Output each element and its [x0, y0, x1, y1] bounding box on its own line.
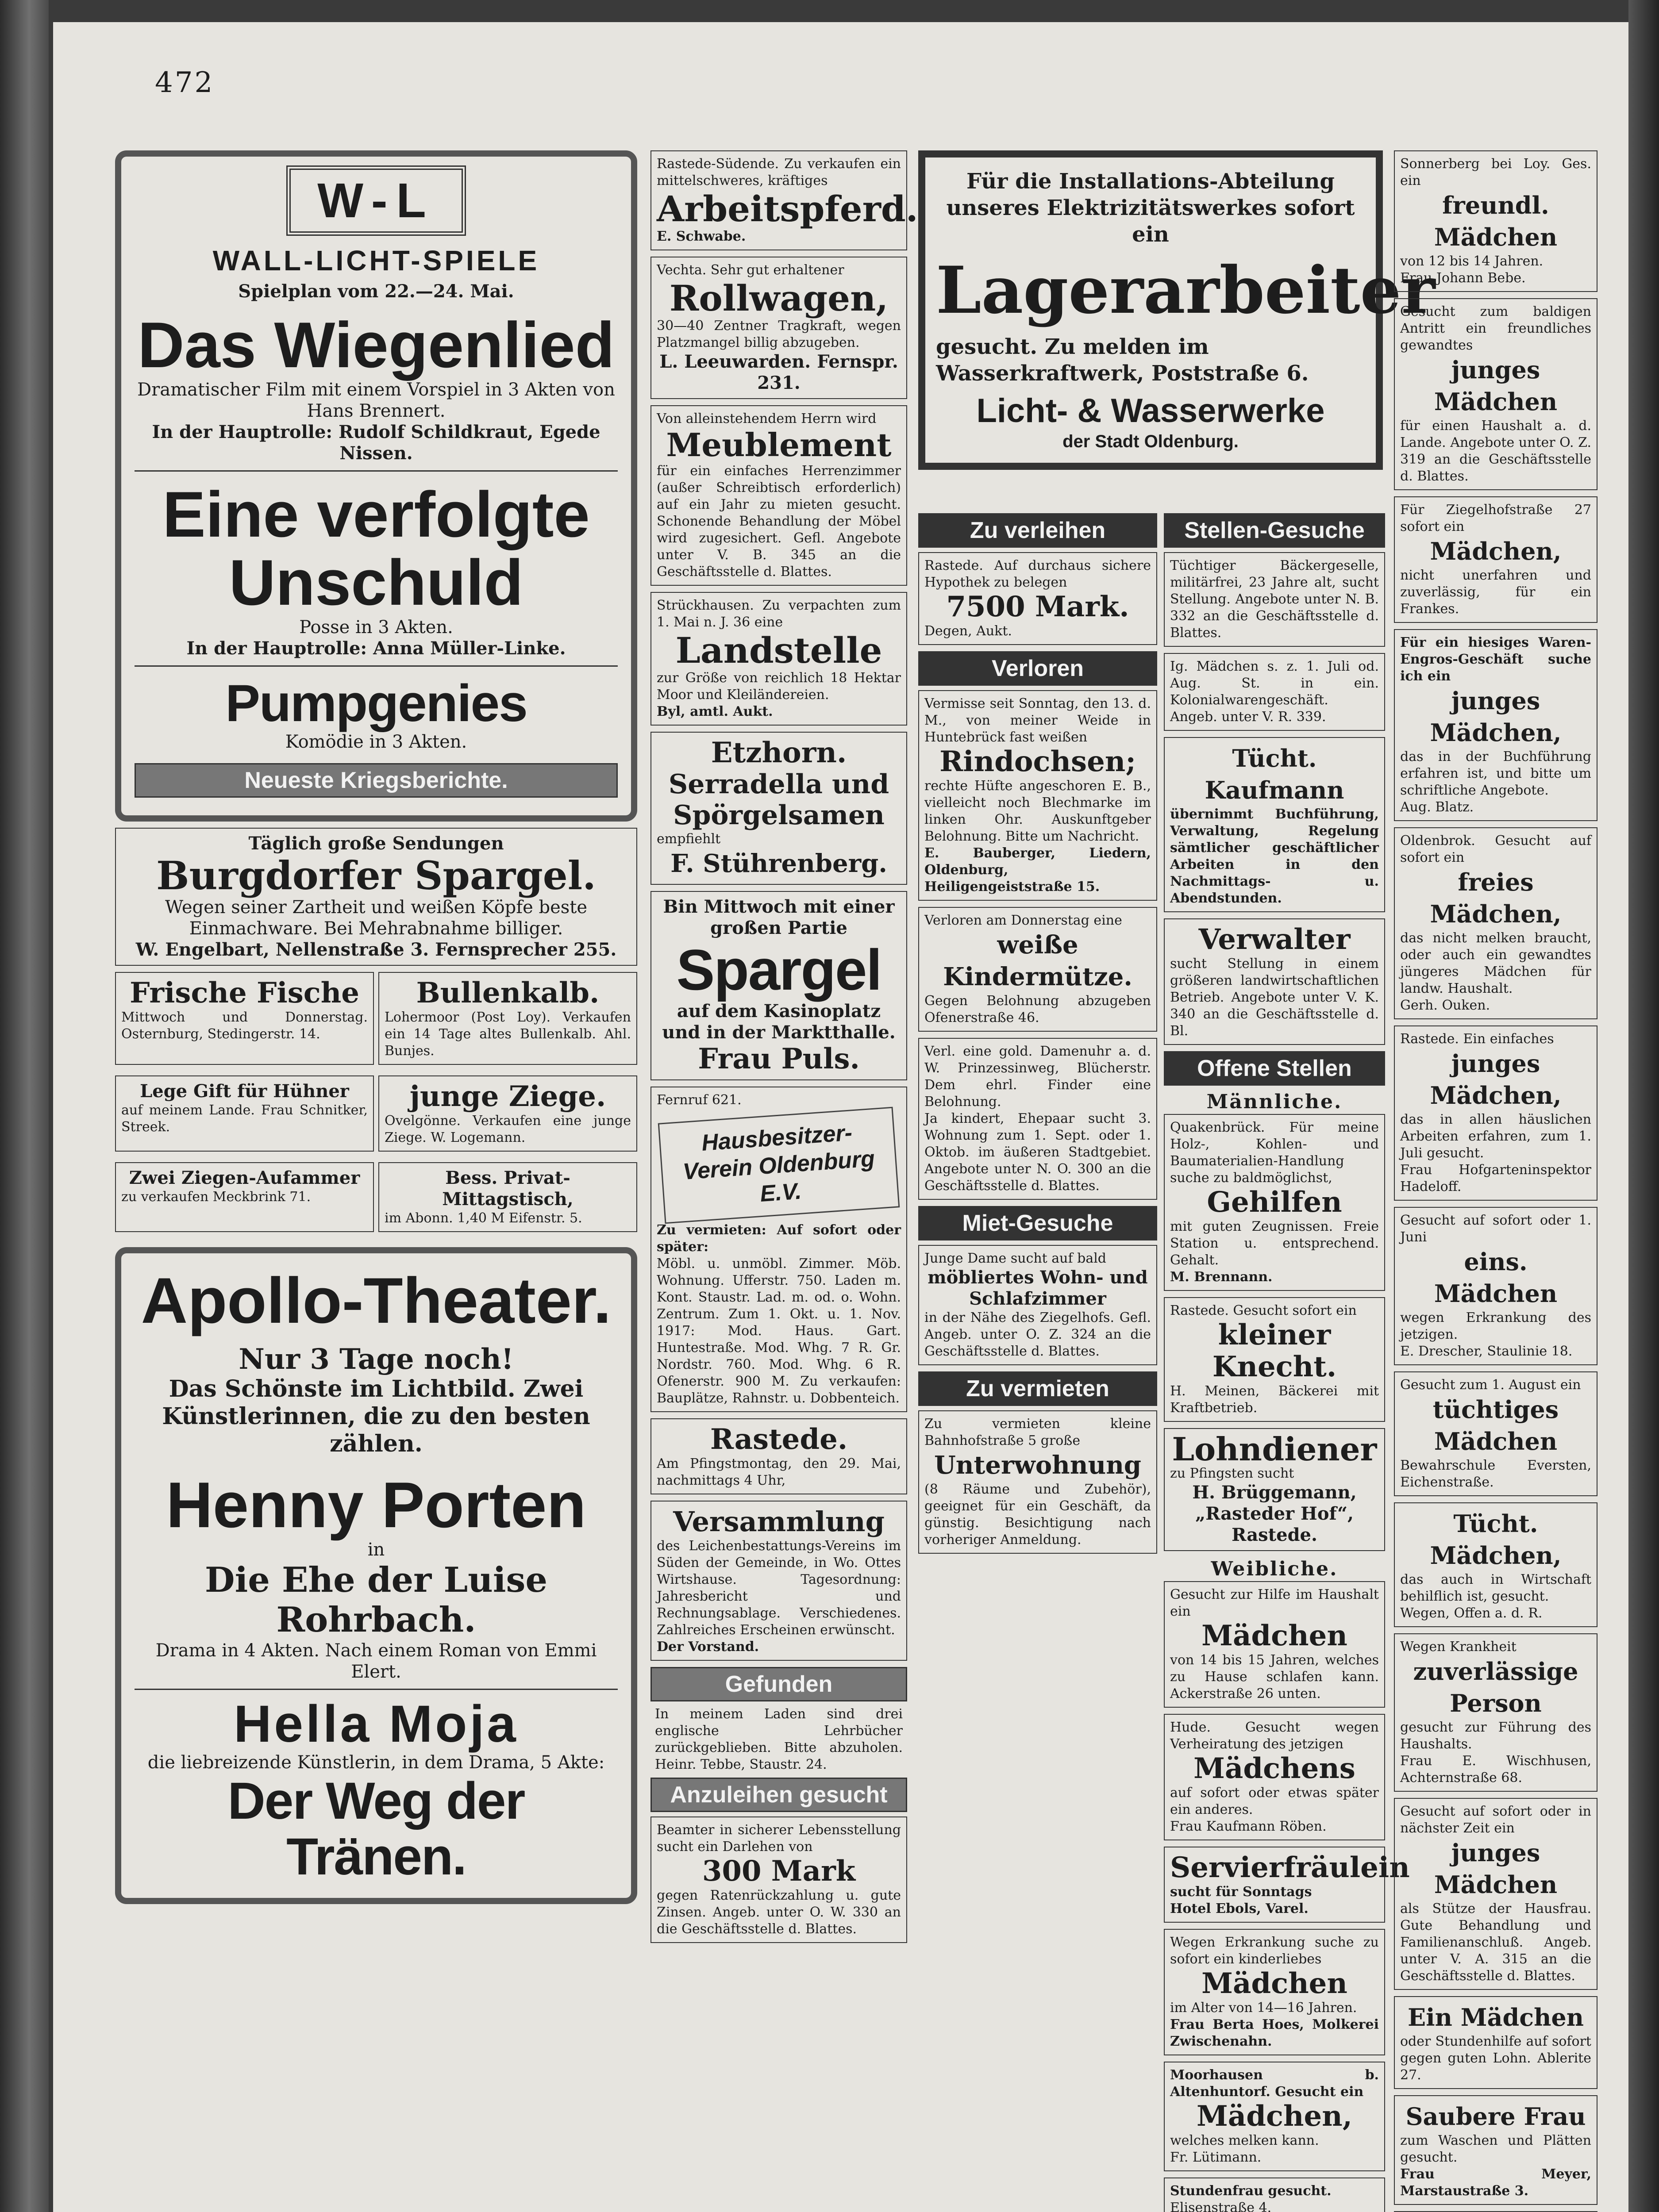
classified-ad: Junge Dame sucht auf bald möbliertes Wohn- und Schlafzimmer in der Nähe des Ziegelhofs. Gefl. Angeb. unter O. Z. 324 an die Geschäftsstelle d. Blattes. [918, 1245, 1157, 1365]
apollo-film2: Der Weg der Tränen. [227, 1772, 525, 1886]
film-cast-2: In der Hauptrolle: Anna Müller-Linke. [186, 638, 566, 659]
classified-ad: Rastede. Gesucht sofort ein kleiner Knecht. H. Meinen, Bäckerei mit Kraftbetrieb. [1164, 1297, 1385, 1422]
classified-ad: Gesucht zum 1. August ein tüchtiges Mädchen Bewahrschule Eversten, Eichenstraße. [1394, 1371, 1597, 1496]
column-1 [115, 150, 637, 2212]
banner-lend: Zu verleihen [918, 513, 1157, 548]
banner-loan: Anzuleihen gesucht [651, 1778, 907, 1812]
classified-ad: Wegen Erkrankung suche zu sofort ein kinderliebes Mädchen im Alter von 14—16 Jahren. Frau Berta Hoes, Molkerei Zwischenahn. [1164, 1929, 1385, 2055]
small-ad: Frische Fische Mittwoch und Donnerstag. Osternburg, Stedingerstr. 14. [115, 972, 374, 1065]
classified-ad: Vechta. Sehr gut erhaltener Rollwagen, 30—40 Zentner Tragkraft, wegen Platzmangel billig abzugeben. L. Leeuwarden. Fernspr. 231. [651, 257, 907, 399]
classified-ad: Hude. Gesucht wegen Verheiratung des jetzigen Mädchens auf sofort oder etwas später ein anderes. Frau Kaufmann Röben. [1164, 1714, 1385, 1840]
classified-ad: Tüchtiger Bäckergeselle, militärfrei, 23 Jahre alt, sucht Stellung. Angebote unter N. B. 332 an die Geschäftsstelle d. Blattes. [1164, 552, 1385, 647]
film-desc-3: Komödie in 3 Akten. [285, 732, 467, 752]
classified-ad: Gesucht auf sofort oder in nächster Zeit ein junges Mädchen als Stütze der Hausfrau. Gute Behandlung und Familienanschluß. Angeb. unter V. A. 315 an die Geschäftsstelle d. Blattes. [1394, 1798, 1597, 1990]
classified-ad: Stundenfrau gesucht. Elisenstraße 4. [1164, 2177, 1385, 2212]
classified-ad: Tücht. Kaufmann übernimmt Buchführung, Verwaltung, Regelung sämtlicher geschäftlicher Arbeiten in den Nachmittags- u. Abendstunden. [1164, 737, 1385, 912]
subheading-male: Männliche. [1206, 1091, 1343, 1113]
classified-ad: Gesucht zur Hilfe im Haushalt ein Mädchen von 14 bis 15 Jahren, welches zu Hause schlafen kann. Ackerstraße 26 unten. [1164, 1581, 1385, 1708]
found-text: In meinem Laden sind drei englische Lehrbücher zurückgeblieben. Bitte abzuholen. Heinr. Tebbe, Staustr. 24. [655, 1706, 903, 1772]
subheading-female: Weibliche. [1211, 1558, 1338, 1580]
classified-ad: Rastede. Ein einfaches junges Mädchen, das in allen häuslichen Arbeiten erfahren, zum 1. Juli gesucht. Frau Hofgarteninspektor Hadeloff. [1394, 1025, 1597, 1201]
classified-ad: Strückhausen. Zu verpachten zum 1. Mai n. J. 36 eine Landstelle zur Größe von reichlich 18 Hektar Moor und Kleiländereien. Byl, amtl. Aukt. [651, 592, 907, 726]
small-ad: Lege Gift für Hühner auf meinem Lande. Frau Schnitker, Streek. [115, 1075, 374, 1152]
wall-licht-spiele-ad [115, 150, 637, 822]
book-binding [0, 0, 49, 2212]
classified-ad: Zu vermieten kleine Bahnhofstraße 5 große Unterwohnung (8 Räume und Zubehör), geeignet für ein Geschäft, da günstig. Besichtigung nach vorheriger Anmeldung. [918, 1410, 1157, 1554]
classified-ad: Servierfräulein sucht für Sonntags Hotel Ebols, Varel. [1164, 1847, 1385, 1923]
classified-ad: Verloren am Donnerstag eine weiße Kindermütze. Gegen Belohnung abzugeben Ofenerstraße 46. [918, 907, 1157, 1032]
classified-ad: Gesucht zum baldigen Antritt ein freundliches gewandtes junges Mädchen für einen Haushalt a. d. Lande. Angebote unter O. Z. 319 an die Geschäftsstelle d. Blattes. [1394, 298, 1597, 490]
small-ad: junge Ziege. Ovelgönne. Verkaufen eine junge Ziege. W. Logemann. [378, 1075, 637, 1152]
small-ad: Bullenkalb. Lohermoor (Post Loy). Verkaufen ein 14 Tage altes Bullenkalb. Ahl. Bunjes. [378, 972, 637, 1065]
classified-ad: Saubere Frau zum Waschen und Plätten gesucht. Frau Meyer, Marstaustraße 3. [1394, 2095, 1597, 2205]
column-3-top [918, 150, 1436, 504]
classified-ad: Vermisse seit Sonntag, den 13. d. M., von meiner Weide in Huntebrück fast weißen Rindochsen; rechte Hüfte angeschoren E. B., vielleicht noch Blechmarke im linken Ohr. Auskunftgeber Belohnung. Bitte um Nachricht. E. Bauberger, Liedern, Oldenburg, Heiligengeiststraße 15. [918, 690, 1157, 901]
film-desc-2: Posse in 3 Akten. [299, 617, 453, 637]
page-edge [1628, 0, 1659, 2212]
classified-ad: Moorhausen b. Altenhuntorf. Gesucht ein Mädchen, welches melken kann. Fr. Lütimann. [1164, 2062, 1385, 2171]
banner-rent-wanted: Miet-Gesuche [918, 1206, 1157, 1240]
classified-ad: Lohndiener zu Pfingsten sucht H. Brüggemann, „Rasteder Hof“, Rastede. [1164, 1428, 1385, 1551]
apollo-film1-desc: Drama in 4 Akten. Nach einem Roman von Emmi Elert. [155, 1640, 597, 1682]
lagerarbeiter-ad: Für die Installations-Abteilung unseres Elektrizitätswerkes sofort ein Lagerarbeiter gesucht. Zu melden im Wasserkraftwerk, Poststraße 6. Licht- & Wasserwerke der Stadt Oldenburg. [918, 150, 1383, 470]
column-3b [1164, 509, 1410, 2212]
apollo-theater-ad [115, 1247, 637, 1904]
column-4 [1394, 150, 1597, 2212]
classified-ad: Ein Mädchen oder Stundenhilfe auf sofort gegen guten Lohn. Ablerite 27. [1394, 1996, 1597, 2089]
burgdorfer-ad [115, 828, 637, 966]
classified-ad: Verwalter sucht Stellung in einem größeren landwirtschaftlichen Betrieb. Angebote unter V. K. 340 an die Geschäftsstelle d. Bl. [1164, 918, 1385, 1045]
apollo-star2: Hella Moja [234, 1695, 519, 1753]
classified-ad: Oldenbrok. Gesucht auf sofort ein freies Mädchen, das nicht melken braucht, oder auch ein gewandtes jüngeres Mädchen für landw. Haushalt. Gerh. Ouken. [1394, 827, 1597, 1019]
banner-rent: Zu vermieten [918, 1371, 1157, 1406]
burgdorfer-title: Burgdorfer Spargel. [156, 853, 596, 899]
banner-jobs: Offene Stellen [1164, 1051, 1385, 1086]
classified-ad: Rastede-Südende. Zu verkaufen ein mittelschweres, kräftiges Arbeitspferd. E. Schwabe. [651, 150, 907, 250]
classified-ad: Verl. eine gold. Damenuhr a. d. W. Prinzessinweg, Blücherstr. Dem ehrl. Finder eine Belohnung. Ja kindert, Ehepaar sucht 3. Wohnung zum 1. Sept. oder 1. Oktob. im äußeren Stadtgebiet. Angebote unter N. O. 300 an die Geschäftsstelle d. Blattes. [918, 1038, 1157, 1200]
wl-logo: W-L [286, 165, 466, 236]
apollo-film1: Die Ehe der Luise Rohrbach. [204, 1560, 548, 1640]
film-desc-1: Dramatischer Film mit einem Vorspiel in 3 Akten von Hans Brennert. [137, 380, 615, 421]
apollo-star1: Henny Porten [166, 1469, 586, 1541]
film-title-2: Eine verfolgte Unschuld [162, 478, 590, 618]
classified-ad: Rastede. Auf durchaus sichere Hypothek zu belegen 7500 Mark. Degen, Aukt. [918, 552, 1157, 645]
burgdorfer-top: Täglich große Sendungen [248, 833, 504, 854]
classified-ad: Bin Mittwoch mit einer großen Partie Spargel auf dem Kasinoplatz und in der Marktthalle. Frau Puls. [651, 891, 907, 1080]
schedule: Spielplan vom 22.—24. Mai. [238, 281, 514, 302]
apollo-in: in [367, 1540, 385, 1560]
film-title-1: Das Wiegenlied [138, 309, 615, 381]
classified-ad: Ig. Mädchen s. z. 1. Juli od. Aug. St. in ein. Kolonialwarengeschäft. Angeb. unter V. R. 339. [1164, 653, 1385, 731]
classified-ad: Versammlung des Leichenbestattungs-Vereins im Süden der Gemeinde, in Wo. Ottes Wirtshause. Tagesordnung: Jahresbericht und Rechnungsablage. Verschiedenes. Zahlreiches Erscheinen erwünscht. Der Vorstand. [651, 1501, 907, 1661]
small-ads-grid [115, 972, 637, 1238]
banner-jobs-wanted: Stellen-Gesuche [1164, 513, 1385, 548]
apollo-star2-desc: die liebreizende Künstlerin, in dem Drama, 5 Akte: [147, 1752, 605, 1773]
hausbesitzer-verein-ad: Fernruf 621. Hausbesitzer-Verein Oldenburg E.V. Zu vermieten: Auf sofort oder später: Möbl. u. unmöbl. Zimmer. Möb. Wohnung. Ufferstr. 750. Laden m. Kont. Staustr. Lad. m. od. o. Wohn. Zentrum. Zum 1. Okt. u. 1. Nov. 1917: Mod. Haus. Gart. Huntestraße. Mod. Whg. 7 R. Gr. Nordstr. 760. Mod. Whg. 6 R. Ofenerstr. 900 M. Zu verkaufen: Bauplätze, Rahnstr. u. Dobbenteich. [651, 1087, 907, 1412]
hausbesitzer-logo: Hausbesitzer-Verein Oldenburg E.V. [658, 1107, 900, 1224]
column-3a [918, 509, 1157, 2212]
apollo-line1: Nur 3 Tage noch! [239, 1343, 514, 1376]
classified-ad: Sonnerberg bei Loy. Ges. ein freundl. Mädchen von 12 bis 14 Jahren. Frau Johann Bebe. [1394, 150, 1597, 292]
cinema-name: WALL-LICHT-SPIELE [212, 245, 540, 276]
news-footer: Neueste Kriegsberichte. [135, 763, 618, 798]
classified-ad: Für ein hiesiges Waren-Engros-Geschäft suche ich ein junges Mädchen, das in der Buchführung erfahren ist, und bitte um schriftliche Angebote. Aug. Blatz. [1394, 629, 1597, 821]
film-title-3: Pumpgenies [225, 674, 527, 733]
burgdorfer-contact: W. Engelbart, Nellenstraße 3. Fernsprecher 255. [135, 939, 617, 960]
classified-ad: Von alleinstehendem Herrn wird Meublement für ein einfaches Herrenzimmer (außer Schreibtisch erforderlich) auf ein Jahr zu mieten gesucht. Schonende Behandlung der Möbel wird zugesichert. Gefl. Angebote unter V. B. 345 an die Geschäftsstelle d. Blattes. [651, 405, 907, 586]
classified-ad: Wegen Krankheit zuverlässige Person gesucht zur Führung des Haushalts. Frau E. Wischhusen, Achternstraße 68. [1394, 1633, 1597, 1792]
burgdorfer-text: Wegen seiner Zartheit und weißen Köpfe beste Einmachware. Bei Mehrabnahme billiger. [165, 897, 588, 939]
small-ad: Zwei Ziegen-Aufammer zu verkaufen Meckbrink 71. [115, 1162, 374, 1232]
classified-ad: Etzhorn. Serradella und Spörgelsamen empfiehlt F. Stührenberg. [651, 732, 907, 885]
apollo-line2: Das Schönste im Lichtbild. Zwei Künstlerinnen, die zu den besten zählen. [162, 1375, 590, 1457]
loan-ad: Beamter in sicherer Lebensstellung sucht ein Darlehen von 300 Mark gegen Ratenrückzahlung u. gute Zinsen. Angeb. unter O. W. 330 an die Geschäftsstelle d. Blattes. [651, 1816, 907, 1943]
film-cast-1: In der Hauptrolle: Rudolf Schildkraut, Egede Nissen. [152, 422, 600, 464]
classified-ad: Gesucht auf sofort oder 1. Juni eins. Mädchen wegen Erkrankung des jetzigen. E. Drescher, Staulinie 18. [1394, 1207, 1597, 1365]
classified-ad: Tücht. Mädchen, das auch in Wirtschaft behilflich ist, gesucht. Wegen, Offen a. d. R. [1394, 1502, 1597, 1627]
banner-found: Gefunden [651, 1667, 907, 1701]
small-ad: Bess. Privat-Mittagstisch, im Abonn. 1,40 M Eifenstr. 5. [378, 1162, 637, 1232]
apollo-title: Apollo-Theater. [141, 1264, 612, 1336]
column-2 [651, 150, 918, 2212]
banner-lost: Verloren [918, 651, 1157, 686]
classified-ad: Quakenbrück. Für meine Holz-, Kohlen- und Baumaterialien-Handlung suche zu baldmöglichst, Gehilfen mit guten Zeugnissen. Freie Station u. entsprechend. Gehalt. M. Brennann. [1164, 1114, 1385, 1291]
classified-ad: Für Ziegelhofstraße 27 sofort ein Mädchen, nicht unerfahren und zuverlässig, für ein Frankes. [1394, 496, 1597, 623]
page-number: 472 [155, 66, 215, 99]
classified-ad: Rastede. Am Pfingstmontag, den 29. Mai, nachmittags 4 Uhr, [651, 1418, 907, 1494]
